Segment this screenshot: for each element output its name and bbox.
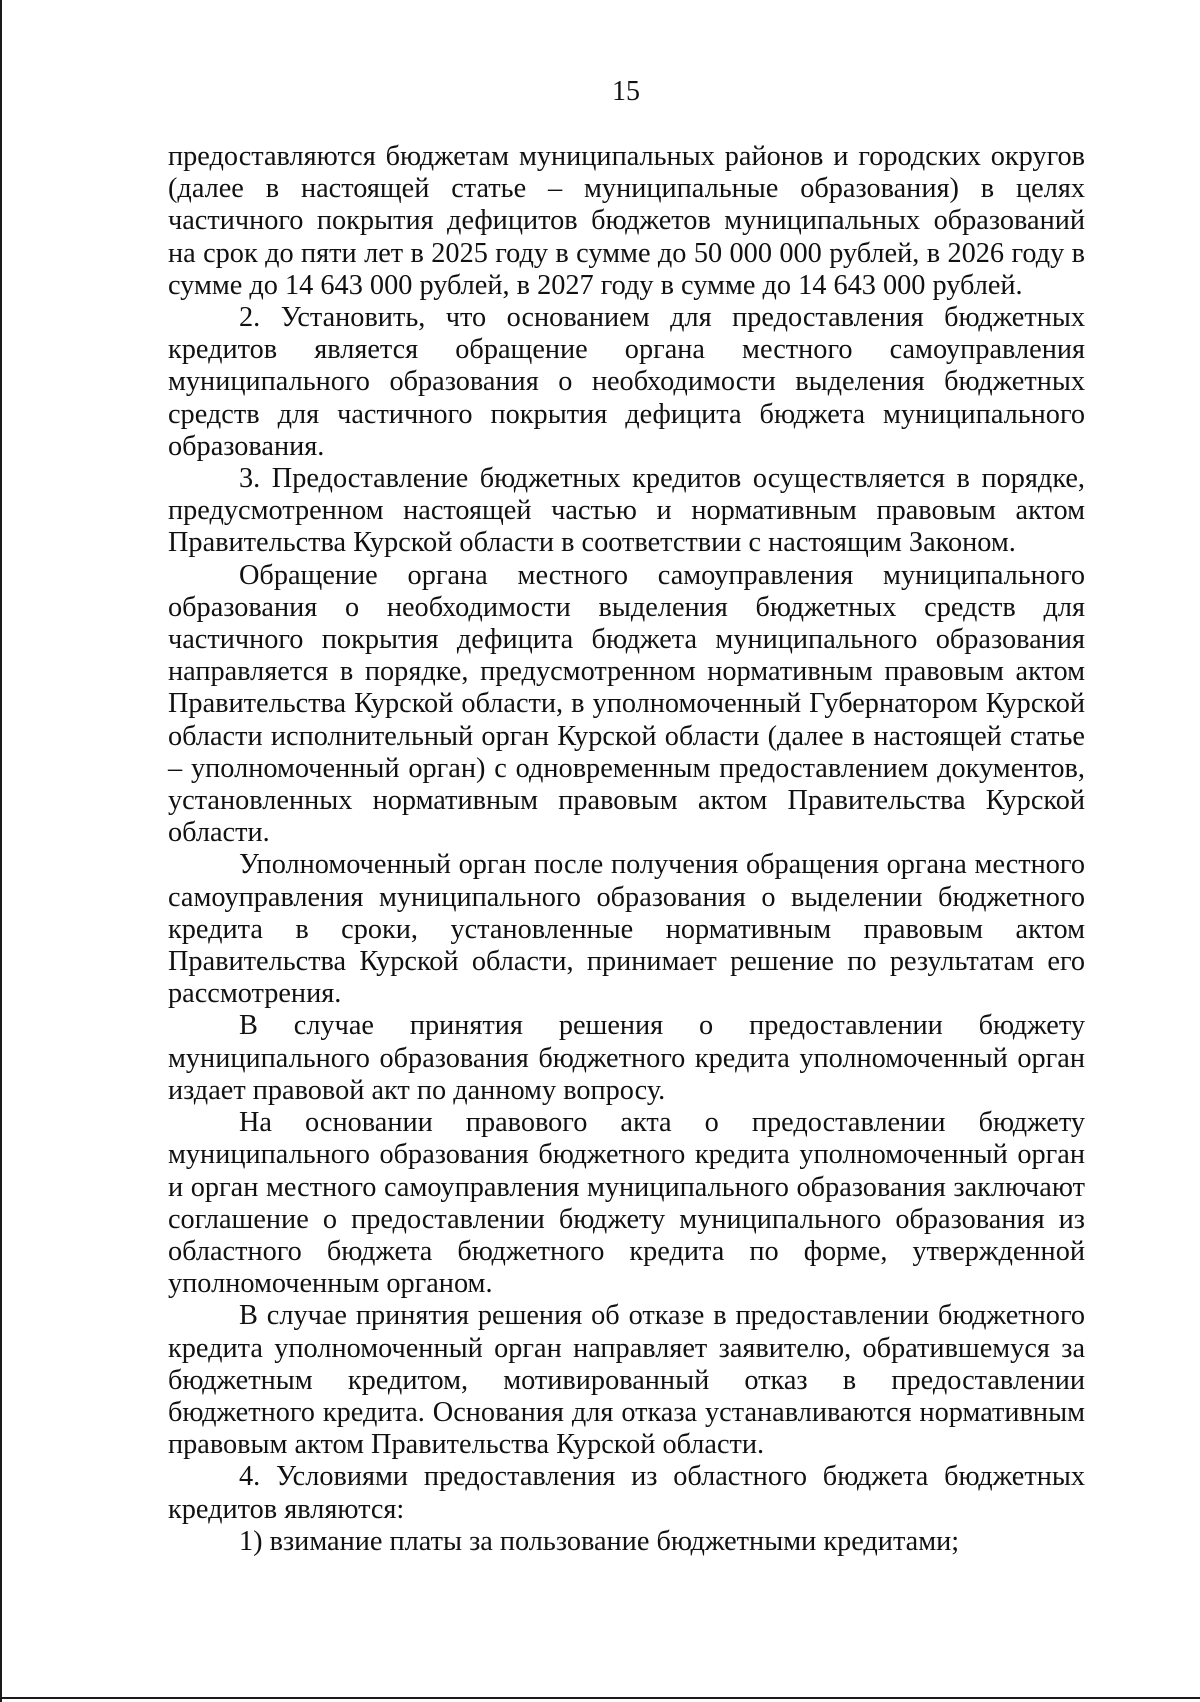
list-item-1: 1) взимание платы за пользование бюджетными кредитами; <box>239 1525 960 1557</box>
scan-left-edge <box>0 0 2 1702</box>
paragraph-application-procedure: Обращение органа местного самоуправления муниципального образования о необходимости выделения бюджетных средств для частичного покрытия дефицита бюджета муниципального образования направляется в порядке, предусмотренном нормативным правовым актом Правительства Курской области, в уполномоченный Губернатором Курской области исполнительный орган Курской области (далее в настоящей статье – уполномоченный орган) с одновременным предоставлением документов, установленных нормативным правовым актом Правительства Курской области. <box>168 559 1085 849</box>
paragraph-agreement: На основании правового акта о предоставлении бюджету муниципального образования бюджетного кредита уполномоченный орган и орган местного самоуправления муниципального образования заключают соглашение о предоставлении бюджету муниципального образования из областного бюджета бюджетного кредита по форме, утвержденной уполномоченным органом. <box>168 1107 1085 1300</box>
paragraph-item-2: 2. Установить, что основанием для предоставления бюджетных кредитов является обращение органа местного самоуправления муниципального образования о необходимости выделения бюджетных средств для частичного покрытия дефицита бюджета муниципального образования. <box>168 302 1085 462</box>
paragraph-approval-act: В случае принятия решения о предоставлении бюджету муниципального образования бюджетного кредита уполномоченный орган издает правовой акт по данному вопросу. <box>168 1010 1085 1106</box>
paragraph-refusal: В случае принятия решения об отказе в предоставлении бюджетного кредита уполномоченный орган направляет заявителю, обратившемуся за бюджетным кредитом, мотивированный отказ в предоставлении бюджетного кредита. Основания для отказа устанавливаются нормативным правовым актом Правительства Курской области. <box>168 1300 1085 1461</box>
page-number: 15 <box>612 76 640 107</box>
scan-bottom-edge <box>0 1697 1200 1699</box>
paragraph-item-3: 3. Предоставление бюджетных кредитов осуществляется в порядке, предусмотренном настоящей частью и нормативным правовым актом Правительства Курской области в соответствии с настоящим Законом. <box>168 463 1085 559</box>
paragraph-continuation: предоставляются бюджетам муниципальных районов и городских округов (далее в настоящей статье – муниципальные образования) в целях частичного покрытия дефицитов бюджетов муниципальных образований на срок до пяти лет в 2025 году в сумме до 50 000 000 рублей, в 2026 году в сумме до 14 643 000 рублей, в 2027 году в сумме до 14 643 000 рублей. <box>168 141 1085 301</box>
paragraph-decision: Уполномоченный орган после получения обращения органа местного самоуправления муниципального образования о выделении бюджетного кредита в сроки, установленные нормативным правовым актом Правительства Курской области, принимает решение по результатам его рассмотрения. <box>168 849 1085 1010</box>
paragraph-item-4: 4. Условиями предоставления из областного бюджета бюджетных кредитов являются: <box>168 1461 1085 1525</box>
document-body <box>168 141 1085 1558</box>
